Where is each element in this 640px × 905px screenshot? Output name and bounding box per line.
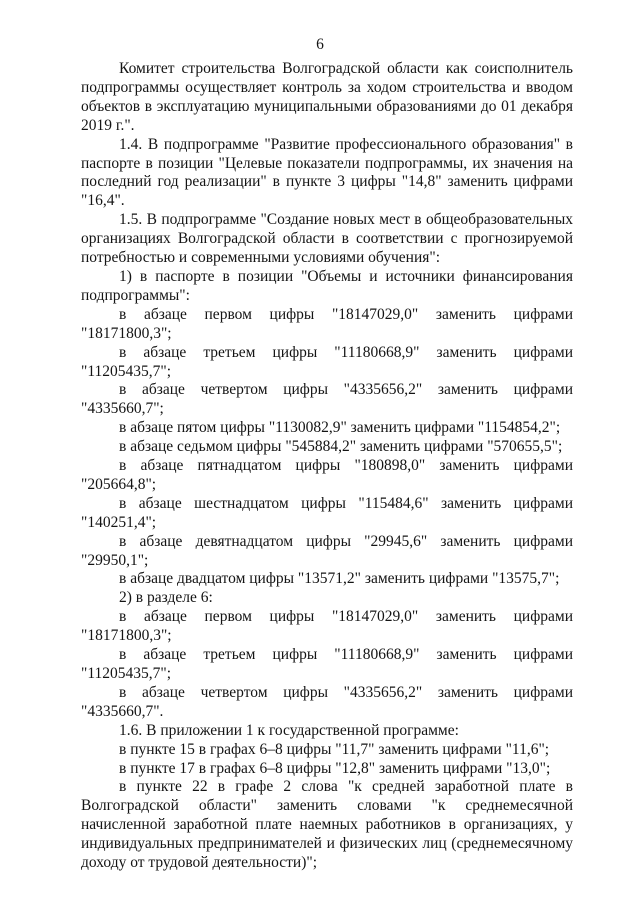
paragraph-abzac-seventh: в абзаце седьмом цифры "545884,2" заменить цифрами "570655,5"; <box>119 438 563 456</box>
paragraph-abzac-fifteenth: в абзаце пятнадцатом цифры "180898,0" заменить цифрами "205664,8"; <box>81 457 573 493</box>
paragraph-abzac-third: в абзаце третьем цифры "11180668,9" заменить цифрами "11205435,7"; <box>81 343 573 380</box>
paragraph-item-17: в пункте 17 в графах 6–8 цифры "12,8" заменить цифрами "13,0"; <box>119 759 551 777</box>
paragraph-committee-control: Комитет строительства Волгоградской области как соисполнитель подпрограммы осуществляет контроль за ходом строительства и вводом объектов в эксплуатацию муниципальными образованиями до 01 декабря 2019 г.". <box>81 60 573 134</box>
paragraph-section6-abzac-fourth: в абзаце четвертом цифры "4335656,2" заменить цифрами "4335660,7". <box>81 683 573 720</box>
paragraph-1-4: 1.4. В подпрограмме "Развитие профессионального образования" в паспорте в позиции "Целевые показатели подпрограммы, их значения на последний год реализации" в пункте 3 цифры "14,8" заменить цифрами "16,4". <box>81 135 573 210</box>
paragraph-abzac-first: в абзаце первом цифры "18147029,0" заменить цифрами "18171800,3"; <box>81 305 573 342</box>
paragraph-section6-abzac-third: в абзаце третьем цифры "11180668,9" заменить цифрами "11205435,7"; <box>81 646 573 682</box>
paragraph-abzac-fourth: в абзаце четвертом цифры "4335656,2" заменить цифрами "4335660,7"; <box>81 381 573 418</box>
paragraph-abzac-twentieth: в абзаце двадцатом цифры "13571,2" заменить цифрами "13575,7"; <box>119 570 560 588</box>
paragraph-abzac-fifth: в абзаце пятом цифры "1130082,9" заменить цифрами "1154854,2"; <box>119 419 561 437</box>
paragraph-item-15: в пункте 15 в графах 6–8 цифры "11,7" заменить цифрами "11,6"; <box>119 740 550 758</box>
page-number: 6 <box>316 36 324 53</box>
paragraph-abzac-nineteenth: в абзаце девятнадцатом цифры "29945,6" заменить цифрами "29950,1"; <box>81 532 573 569</box>
paragraph-section6-abzac-first: в абзаце первом цифры "18147029,0" заменить цифрами "18171800,3"; <box>81 608 573 645</box>
paragraph-abzac-sixteenth: в абзаце шестнадцатом цифры "115484,6" заменить цифрами "140251,4"; <box>81 494 573 531</box>
paragraph-1-5: 1.5. В подпрограмме "Создание новых мест в общеобразовательных организациях Волгоградской области в соответствии с прогнозируемой потребностью и современными условиями обучения": <box>81 211 573 267</box>
document-body <box>81 60 573 873</box>
paragraph-passport-item: 1) в паспорте в позиции "Объемы и источники финансирования подпрограммы": <box>81 267 573 304</box>
paragraph-section-6: 2) в разделе 6: <box>119 589 213 607</box>
paragraph-1-6: 1.6. В приложении 1 к государственной программе: <box>119 721 459 739</box>
paragraph-item-22: в пункте 22 в графе 2 слова "к средней заработной плате в Волгоградской области" заменить словами "к среднемесячной начисленной заработной плате наемных работников в организациях, у индивидуальных предпринимателей и физических лиц (среднемесячному доходу от трудовой деятельности)"; <box>81 778 573 872</box>
